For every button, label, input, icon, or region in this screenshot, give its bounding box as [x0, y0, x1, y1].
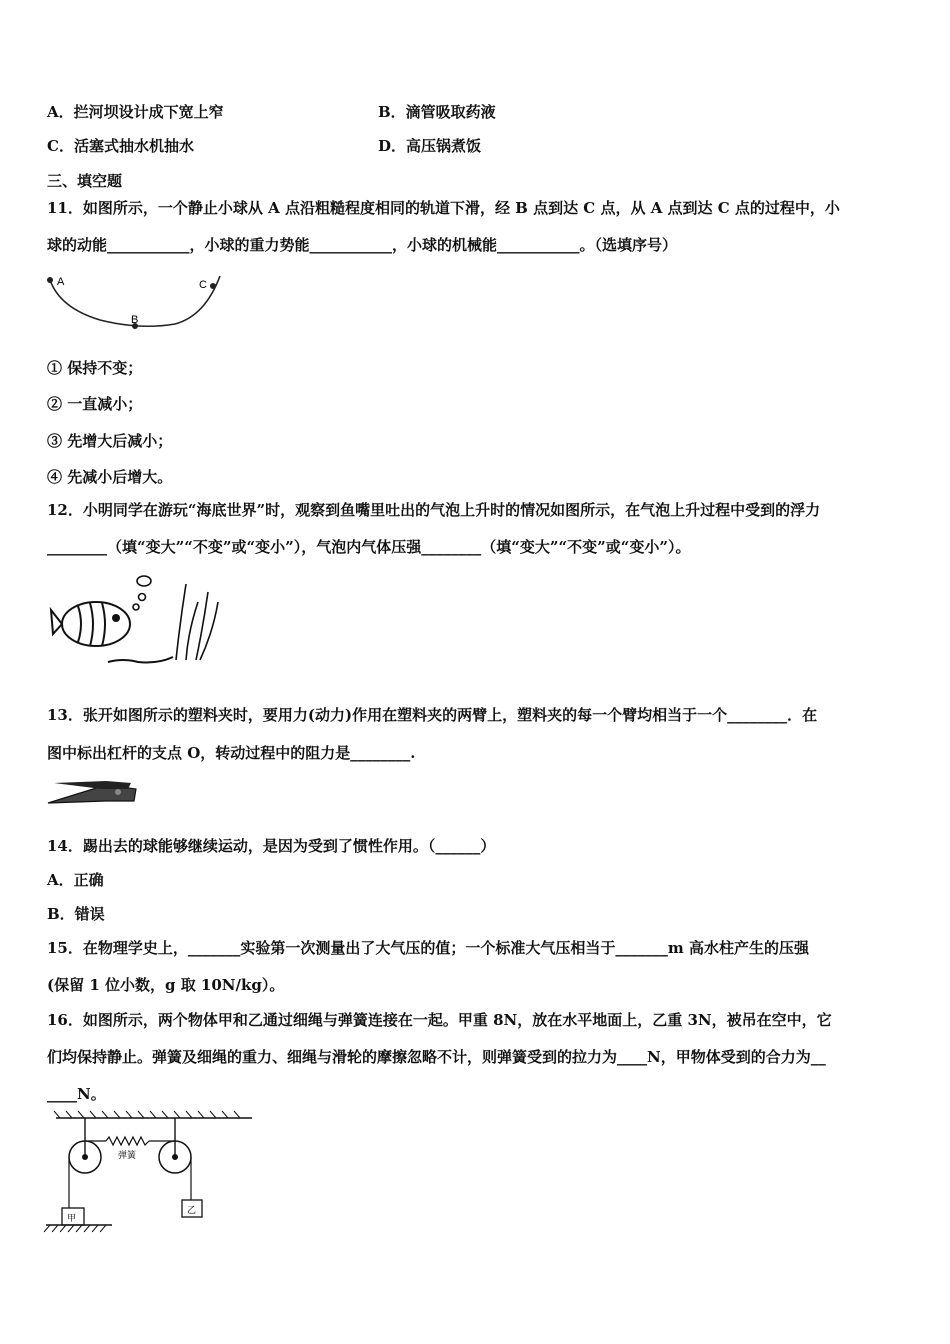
q10-option-b: B．滴管吸取药液 — [378, 103, 496, 121]
pulley-right-center — [172, 1154, 178, 1160]
fish-body — [62, 602, 130, 646]
q14-text: 14．踢出去的球能够继续运动，是因为受到了惯性作用。（______） — [47, 837, 496, 855]
q11-text-line1: 11．如图所示，一个静止小球从 A 点沿粗糙程度相同的轨道下滑，经 B 点到达 C 点，从 A 点到达 C 点的过程中，小 — [47, 199, 840, 217]
q11-choice-1: ① 保持不变； — [47, 359, 143, 377]
label-c: C — [199, 279, 207, 291]
q14-option-b: B．错误 — [47, 905, 105, 923]
q13-text-line1: 13．张开如图所示的塑料夹时，要用力(动力)作用在塑料夹的两臂上，塑料夹的每一个臂均相当于一个________．在 — [47, 706, 818, 724]
pulley-left-center — [82, 1154, 88, 1160]
bubble-large — [137, 576, 151, 586]
q10-option-d: D．高压锅煮饭 — [378, 137, 482, 155]
q11-track-figure — [40, 268, 230, 340]
q16-text-line1: 16．如图所示，两个物体甲和乙通过细绳与弹簧连接在一起。甲重 8N，放在水平地面上，乙重 3N，被吊在空中，它 — [47, 1011, 832, 1029]
q11-choice-2: ② 一直减小； — [47, 395, 143, 413]
q11-text-line2: 球的动能___________，小球的重力势能___________，小球的机械能___________。（选填序号） — [47, 236, 678, 254]
q12-fish-figure — [48, 572, 223, 672]
q10-option-a: A．拦河坝设计成下宽上窄 — [47, 103, 224, 121]
q11-choice-3: ③ 先增大后减小； — [47, 432, 173, 450]
label-a: A — [57, 276, 65, 288]
point-a-dot — [47, 277, 53, 283]
seaweed — [176, 584, 218, 660]
q16-text-line2: 们均保持静止。弹簧及细绳的重力、细绳与滑轮的摩擦忽略不计，则弹簧受到的拉力为____N，甲物体受到的合力为__ — [47, 1048, 826, 1066]
sea-floor — [108, 657, 173, 662]
bubble-medium — [139, 594, 146, 601]
point-c-dot — [210, 283, 216, 289]
clip-spring — [115, 789, 121, 795]
q14-option-a: A．正确 — [47, 871, 104, 889]
q13-clip-figure — [46, 775, 141, 810]
q10-option-c: C．活塞式抽水机抽水 — [47, 137, 194, 155]
q16-pulley-figure — [42, 1110, 252, 1235]
q15-text-line2: (保留 1 位小数，g 取 10N/kg）。 — [47, 976, 285, 994]
ground-hatch — [44, 1225, 106, 1232]
section-title: 三、填空题 — [47, 172, 123, 190]
label-b: B — [131, 314, 139, 326]
q12-text-line2: ________（填“变大”“不变”或“变小”），气泡内气体压强________（填“变大”“不变”或“变小”）。 — [47, 538, 691, 556]
fish-tail — [51, 610, 62, 634]
fish-eye — [112, 614, 120, 622]
fish-stripes — [78, 603, 105, 646]
ceiling-hatch — [54, 1111, 240, 1118]
q15-text-line1: 15．在物理学史上，_______实验第一次测量出了大气压的值；一个标准大气压相当于_______m 高水柱产生的压强 — [47, 939, 809, 957]
yi-label: 乙 — [187, 1206, 197, 1216]
clip-upper-arm — [54, 781, 131, 789]
q11-choice-4: ④ 先减小后增大。 — [47, 468, 173, 486]
q13-text-line2: 图中标出杠杆的支点 O，转动过程中的阻力是________. — [47, 744, 416, 762]
bubble-small — [133, 604, 139, 610]
jia-label: 甲 — [67, 1214, 77, 1224]
q16-text-line3: ____N。 — [47, 1085, 106, 1103]
spring-label: 弹簧 — [118, 1151, 137, 1161]
q12-text-line1: 12．小明同学在游玩“海底世界”时，观察到鱼嘴里吐出的气泡上升时的情况如图所示，在气泡上升过程中受到的浮力 — [47, 501, 821, 519]
spring — [106, 1137, 149, 1145]
